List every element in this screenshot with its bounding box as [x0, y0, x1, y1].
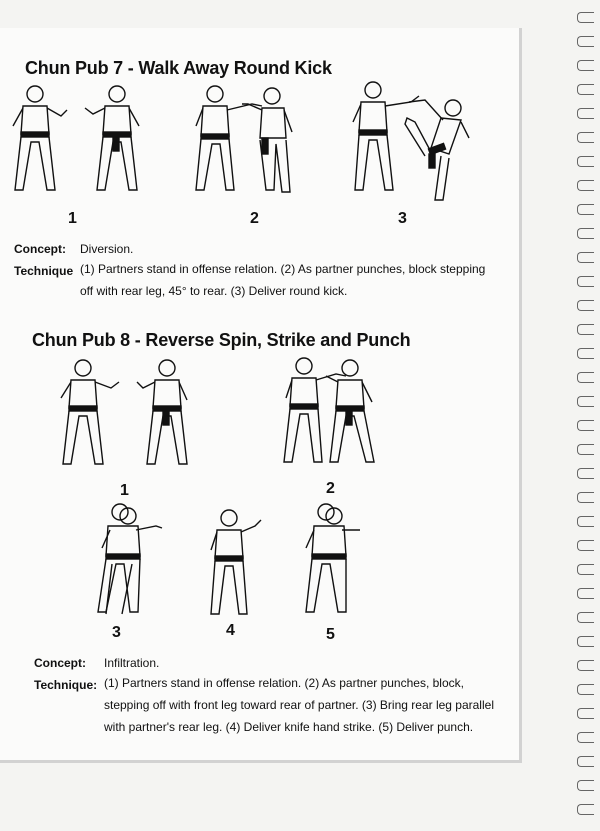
- section1-technique-line-1: (1) Partners stand in offense relation. (2) As partner punches, block stepping: [80, 262, 486, 276]
- binding-ring: [577, 156, 594, 167]
- fig-7-2-number: 2: [250, 210, 259, 227]
- section2-technique-label: Technique:: [34, 678, 98, 692]
- section1-technique-label: Technique: [14, 264, 74, 278]
- binding-ring: [577, 660, 594, 671]
- binding-ring: [577, 180, 594, 191]
- binding-ring: [577, 228, 594, 239]
- binding-ring: [577, 108, 594, 119]
- binding-ring: [577, 540, 594, 551]
- binding-ring: [577, 324, 594, 335]
- binding-ring: [577, 804, 594, 815]
- fig-8-2-illustration: [280, 354, 390, 476]
- section2-title: Chun Pub 8 - Reverse Spin, Strike and Punch: [32, 330, 411, 350]
- section1-concept-text: Diversion.: [80, 242, 134, 256]
- binding-ring: [577, 468, 594, 479]
- section1-technique-text: [80, 258, 485, 302]
- fig-8-5-number: 5: [326, 626, 335, 643]
- binding-ring: [577, 612, 594, 623]
- fig-7-3-illustration: [345, 78, 475, 212]
- binding-ring: [577, 588, 594, 599]
- fig-8-1-illustration: [55, 356, 205, 476]
- binding-ring: [577, 444, 594, 455]
- binding-ring: [577, 396, 594, 407]
- fig-8-3-illustration: [90, 500, 170, 624]
- fig-8-3-number: 3: [112, 624, 121, 641]
- fig-7-1-number: 1: [68, 210, 77, 227]
- section1-concept-label: Concept:: [14, 242, 66, 256]
- fig-8-1-number: 1: [120, 482, 129, 499]
- binding-ring: [577, 36, 594, 47]
- section2-concept-text: Infiltration.: [104, 656, 160, 670]
- fig-7-2-illustration: [190, 82, 310, 212]
- fig-8-5-illustration: [298, 500, 368, 624]
- binding-ring: [577, 252, 594, 263]
- section1-technique-line-2: off with rear leg, 45° to rear. (3) Deliver round kick.: [80, 284, 348, 298]
- binding-ring: [577, 708, 594, 719]
- binding-ring: [577, 84, 594, 95]
- section2-technique-line-2: stepping off with front leg toward rear of partner. (3) Bring rear leg parallel: [104, 698, 494, 712]
- binding-ring: [577, 372, 594, 383]
- section1-title: Chun Pub 7 - Walk Away Round Kick: [25, 58, 332, 78]
- binding-ring: [577, 348, 594, 359]
- section2-technique-line-1: (1) Partners stand in offense relation. (2) As partner punches, block,: [104, 676, 464, 690]
- binding-ring: [577, 756, 594, 767]
- fig-8-2-number: 2: [326, 480, 335, 497]
- binding-ring: [577, 780, 594, 791]
- binding-ring: [577, 132, 594, 143]
- binding-ring: [577, 636, 594, 647]
- section2-concept-label: Concept:: [34, 656, 86, 670]
- binding-ring: [577, 492, 594, 503]
- binding-ring: [577, 564, 594, 575]
- section2-technique-text: [104, 672, 494, 738]
- binding-ring: [577, 300, 594, 311]
- fig-7-1-illustration: [5, 82, 160, 212]
- section2-technique-line-3: with partner's rear leg. (4) Deliver knife hand strike. (5) Deliver punch.: [104, 720, 474, 734]
- binding-ring: [577, 684, 594, 695]
- spiral-binding: [572, 0, 600, 831]
- binding-ring: [577, 732, 594, 743]
- binding-ring: [577, 420, 594, 431]
- binding-ring: [577, 204, 594, 215]
- binding-ring: [577, 516, 594, 527]
- binding-ring: [577, 60, 594, 71]
- fig-7-3-number: 3: [398, 210, 407, 227]
- fig-8-4-number: 4: [226, 622, 235, 639]
- fig-8-4-illustration: [205, 506, 265, 624]
- binding-ring: [577, 276, 594, 287]
- binding-ring: [577, 12, 594, 23]
